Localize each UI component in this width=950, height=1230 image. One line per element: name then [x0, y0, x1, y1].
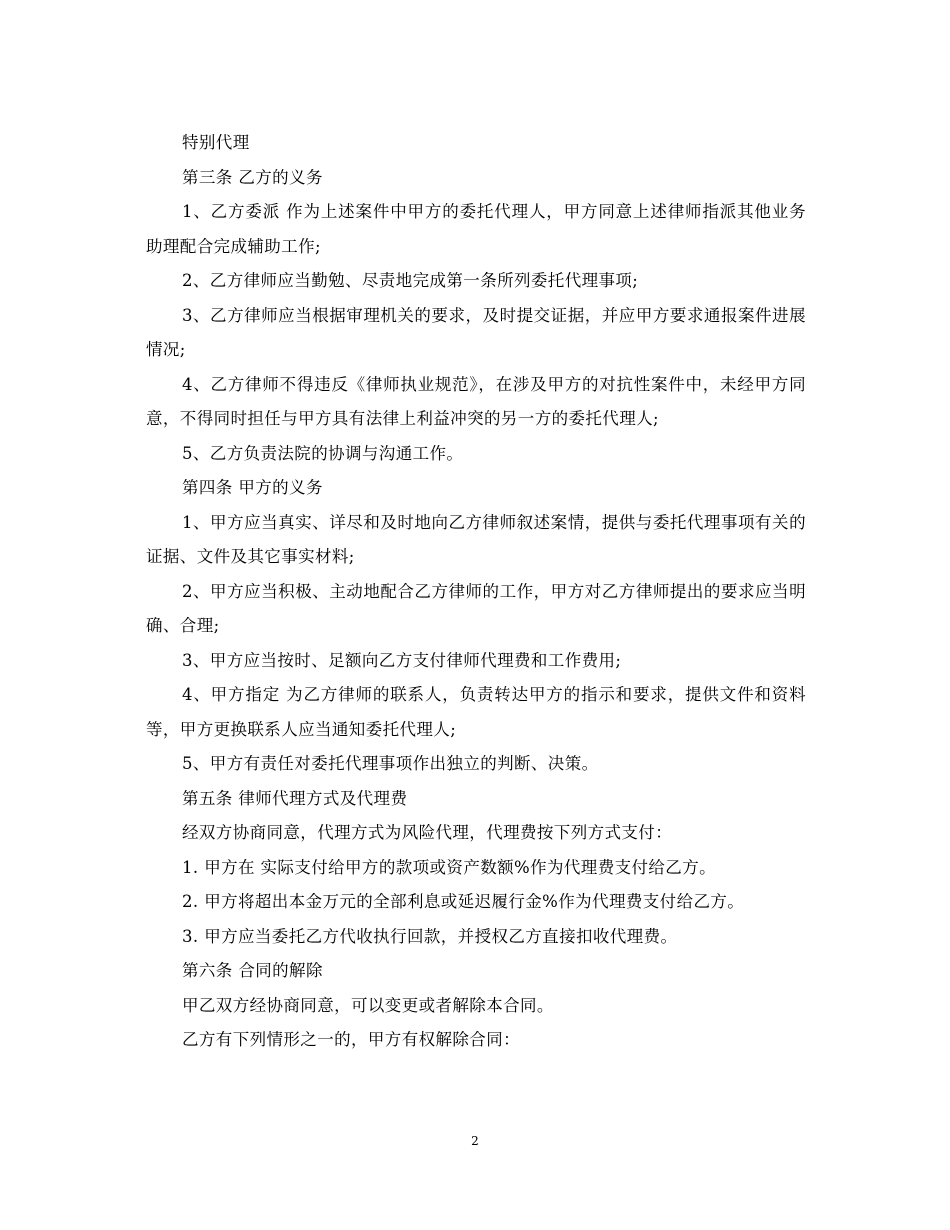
paragraph: 3、甲方应当按时、足额向乙方支付律师代理费和工作费用;	[182, 650, 622, 670]
section-heading: 第六条 合同的解除	[182, 961, 323, 980]
paragraph: 2、乙方律师应当勤勉、尽责地完成第一条所列委托代理事项;	[182, 271, 639, 290]
paragraph: 甲乙双方经协商同意，可以变更或者解除本合同。	[182, 995, 554, 1015]
paragraph: 2、甲方应当积极、主动地配合乙方律师的工作，甲方对乙方律师提出的要求应当明确、合理;	[146, 581, 806, 635]
section-heading: 第五条 律师代理方式及代理费	[182, 788, 408, 808]
paragraph: 4、乙方律师不得违反《律师执业规范》，在涉及甲方的对抗性案件中，未经甲方同意，不得同时担任与甲方具有法律上利益冲突的另一方的委托代理人;	[146, 374, 806, 428]
paragraph: 3、乙方律师应当根据审理机关的要求，及时提交证据，并应甲方要求通报案件进展情况;	[146, 305, 806, 359]
paragraph: 2. 甲方将超出本金万元的全部利息或延迟履行金%作为代理费支付给乙方。	[182, 892, 745, 911]
section-heading: 第三条 乙方的义务	[182, 167, 323, 187]
paragraph: 5、甲方有责任对委托代理事项作出独立的判断、决策。	[182, 754, 599, 773]
paragraph: 5、乙方负责法院的协调与沟通工作。	[182, 443, 464, 463]
document-body	[146, 126, 806, 1058]
paragraph: 3. 甲方应当委托乙方代收执行回款，并授权乙方直接扣收代理费。	[182, 926, 678, 946]
page-number: 2	[471, 1134, 479, 1148]
paragraph: 1. 甲方在 实际支付给甲方的款项或资产数额%作为代理费支付给乙方。	[182, 857, 717, 877]
paragraph: 特别代理	[182, 133, 250, 152]
paragraph: 1、甲方应当真实、详尽和及时地向乙方律师叙述案情，提供与委托代理事项有关的证据、文件及其它事实材料;	[146, 512, 806, 566]
paragraph: 1、乙方委派 作为上述案件中甲方的委托代理人，甲方同意上述律师指派其他业务助理配合完成辅助工作;	[146, 202, 806, 256]
paragraph: 乙方有下列情形之一的，甲方有权解除合同：	[182, 1030, 520, 1049]
paragraph: 经双方协商同意，代理方式为风险代理，代理费按下列方式支付：	[182, 823, 673, 842]
section-heading: 第四条 甲方的义务	[182, 478, 323, 497]
paragraph: 4、甲方指定 为乙方律师的联系人，负责转达甲方的指示和要求，提供文件和资料等，甲方更换联系人应当通知委托代理人;	[146, 685, 806, 739]
